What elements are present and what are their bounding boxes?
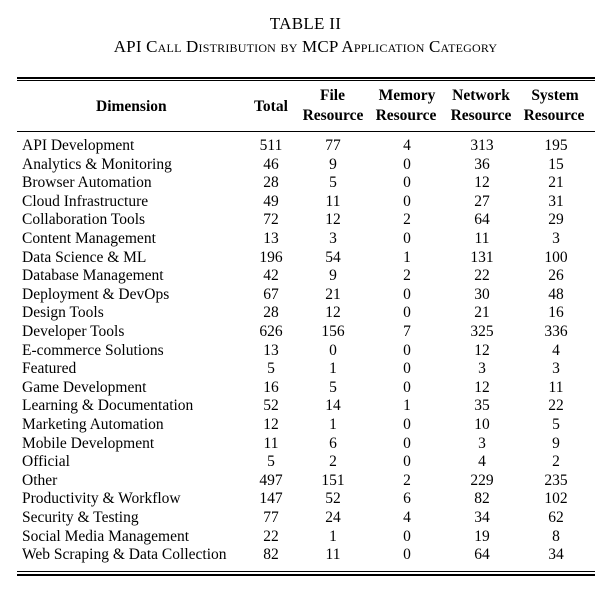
cell-memory: 0	[403, 527, 411, 545]
cell-file: 5	[329, 378, 337, 396]
cell-total: 42	[263, 267, 279, 285]
header-system-line2: Resource	[523, 107, 585, 124]
table-row	[17, 249, 595, 268]
cell-file: 0	[329, 341, 337, 359]
cell-total: 5	[267, 360, 275, 378]
cell-total: 13	[263, 230, 279, 247]
table-row	[17, 472, 595, 491]
cell-dimension: Design Tools	[22, 304, 104, 322]
cell-memory: 1	[403, 248, 411, 266]
cell-file: 1	[329, 527, 337, 545]
table-row	[17, 323, 595, 342]
cell-dimension: Other	[22, 471, 58, 489]
cell-file: 52	[325, 490, 341, 508]
cell-dimension: Productivity & Workflow	[22, 490, 181, 508]
table-row	[17, 137, 595, 156]
cell-network: 82	[474, 490, 490, 508]
table-row	[17, 453, 595, 472]
cell-network: 30	[474, 285, 490, 303]
cell-file: 156	[321, 323, 345, 340]
table-header	[17, 86, 595, 130]
cell-file: 5	[329, 174, 337, 192]
cell-total: 46	[263, 155, 279, 173]
cell-memory: 4	[403, 137, 411, 154]
cell-memory: 7	[403, 323, 411, 340]
cell-file: 1	[329, 416, 337, 433]
cell-memory: 0	[403, 155, 411, 173]
header-memory-line2: Resource	[375, 107, 437, 124]
table-row	[17, 156, 595, 175]
table-top-rule-inner	[17, 80, 595, 81]
cell-total: 28	[263, 174, 279, 192]
cell-system: 336	[544, 323, 568, 340]
cell-dimension: API Development	[22, 137, 135, 154]
cell-total: 72	[263, 211, 279, 229]
cell-dimension: Mobile Development	[22, 434, 155, 452]
cell-total: 5	[267, 453, 275, 471]
cell-network: 313	[470, 137, 494, 154]
cell-file: 151	[321, 471, 345, 489]
cell-dimension: Game Development	[22, 378, 147, 396]
cell-file: 77	[325, 137, 341, 154]
cell-system: 15	[548, 155, 564, 173]
table-bottom-rule	[17, 574, 595, 576]
cell-network: 4	[478, 453, 486, 471]
cell-network: 36	[474, 155, 490, 173]
cell-network: 325	[470, 323, 494, 340]
table-row	[17, 379, 595, 398]
cell-network: 3	[478, 360, 486, 378]
cell-system: 8	[552, 527, 560, 545]
cell-dimension: Featured	[22, 360, 77, 378]
table-row	[17, 435, 595, 454]
cell-memory: 0	[403, 453, 411, 471]
table-bottom-rule-inner	[17, 571, 595, 572]
header-file-line2: Resource	[302, 107, 364, 124]
table-row	[17, 360, 595, 379]
cell-memory: 6	[403, 490, 411, 508]
cell-memory: 0	[403, 434, 411, 452]
cell-network: 27	[474, 192, 490, 210]
cell-file: 12	[325, 304, 341, 322]
table-row	[17, 490, 595, 509]
table-row	[17, 267, 595, 286]
cell-file: 11	[325, 192, 341, 210]
cell-total: 511	[259, 137, 283, 154]
cell-dimension: Content Management	[22, 230, 156, 247]
cell-memory: 0	[403, 230, 411, 247]
cell-total: 16	[263, 378, 279, 396]
cell-dimension: Developer Tools	[22, 323, 125, 340]
cell-dimension: Deployment & DevOps	[22, 285, 170, 303]
cell-system: 3	[552, 360, 560, 378]
cell-dimension: E-commerce Solutions	[22, 341, 164, 359]
cell-network: 34	[474, 509, 490, 526]
cell-system: 11	[548, 378, 564, 396]
cell-memory: 0	[403, 378, 411, 396]
header-system-line1: System	[531, 87, 579, 104]
cell-system: 16	[548, 304, 564, 322]
cell-dimension: Official	[22, 453, 70, 471]
cell-file: 21	[325, 285, 341, 303]
cell-network: 10	[474, 416, 490, 433]
table-row	[17, 546, 595, 565]
cell-file: 54	[325, 248, 341, 266]
table-row	[17, 397, 595, 416]
header-network-line2: Resource	[450, 107, 512, 124]
cell-system: 4	[552, 341, 560, 359]
cell-total: 497	[259, 471, 283, 489]
cell-memory: 2	[403, 471, 411, 489]
header-total: Total	[254, 98, 288, 115]
table-caption-label: TABLE II	[269, 14, 342, 33]
cell-system: 5	[552, 416, 560, 433]
cell-dimension: Social Media Management	[22, 527, 190, 545]
cell-total: 626	[259, 323, 283, 340]
cell-network: 3	[478, 434, 486, 452]
cell-total: 52	[263, 397, 279, 415]
cell-memory: 4	[403, 509, 411, 526]
cell-system: 29	[548, 211, 564, 229]
table-row	[17, 286, 595, 305]
table-row	[17, 304, 595, 323]
table-row	[17, 416, 595, 435]
cell-system: 26	[548, 267, 564, 285]
cell-file: 1	[329, 360, 337, 378]
table-row	[17, 342, 595, 361]
cell-file: 14	[325, 397, 341, 415]
cell-network: 64	[474, 546, 490, 564]
cell-file: 24	[325, 509, 341, 526]
cell-system: 21	[548, 174, 564, 192]
cell-file: 6	[329, 434, 337, 452]
cell-total: 12	[263, 416, 279, 433]
cell-network: 12	[474, 341, 490, 359]
cell-file: 2	[329, 453, 337, 471]
cell-dimension: Marketing Automation	[22, 416, 164, 433]
cell-network: 22	[474, 267, 490, 285]
cell-system: 31	[548, 192, 564, 210]
cell-file: 9	[329, 155, 337, 173]
cell-memory: 0	[403, 416, 411, 433]
cell-dimension: Browser Automation	[22, 174, 152, 192]
cell-total: 28	[263, 304, 279, 322]
cell-memory: 0	[403, 546, 411, 564]
cell-network: 12	[474, 174, 490, 192]
table-caption-title: API Call Distribution by MCP Application Category	[113, 37, 498, 56]
cell-network: 21	[474, 304, 490, 322]
table-row	[17, 193, 595, 212]
cell-system: 3	[552, 230, 560, 247]
cell-total: 49	[263, 192, 279, 210]
cell-network: 11	[474, 230, 490, 247]
cell-total: 13	[263, 341, 279, 359]
cell-memory: 0	[403, 192, 411, 210]
cell-network: 35	[474, 397, 490, 415]
table-row	[17, 211, 595, 230]
cell-dimension: Learning & Documentation	[22, 397, 194, 415]
cell-memory: 0	[403, 341, 411, 359]
cell-system: 102	[544, 490, 568, 508]
table-row	[17, 230, 595, 249]
cell-total: 22	[263, 527, 279, 545]
table-row	[17, 174, 595, 193]
table-top-rule	[17, 77, 595, 79]
cell-network: 229	[470, 471, 494, 489]
cell-network: 64	[474, 211, 490, 229]
cell-memory: 2	[403, 267, 411, 285]
cell-system: 62	[548, 509, 564, 526]
cell-total: 77	[263, 509, 279, 526]
cell-dimension: Cloud Infrastructure	[22, 192, 149, 210]
cell-file: 11	[325, 546, 341, 564]
cell-system: 195	[544, 137, 568, 154]
cell-total: 11	[263, 434, 279, 452]
cell-system: 34	[548, 546, 564, 564]
cell-dimension: Database Management	[22, 267, 164, 285]
cell-memory: 0	[403, 360, 411, 378]
cell-system: 235	[544, 471, 568, 489]
cell-system: 22	[548, 397, 564, 415]
table-row	[17, 528, 595, 547]
header-network-line1: Network	[452, 87, 510, 104]
cell-total: 147	[259, 490, 283, 508]
cell-file: 3	[329, 230, 337, 247]
cell-dimension: Data Science & ML	[22, 248, 147, 266]
cell-file: 9	[329, 267, 337, 285]
cell-network: 131	[470, 248, 494, 266]
header-file-line1: File	[320, 87, 345, 104]
cell-memory: 0	[403, 285, 411, 303]
cell-memory: 1	[403, 397, 411, 415]
header-dimension: Dimension	[96, 98, 167, 115]
cell-network: 12	[474, 378, 490, 396]
cell-dimension: Security & Testing	[22, 509, 139, 526]
table-row	[17, 509, 595, 528]
cell-network: 19	[474, 527, 490, 545]
cell-memory: 0	[403, 304, 411, 322]
cell-system: 100	[544, 248, 568, 266]
cell-dimension: Analytics & Monitoring	[22, 155, 172, 173]
cell-memory: 2	[403, 211, 411, 229]
header-memory-line1: Memory	[378, 87, 436, 104]
cell-total: 67	[263, 285, 279, 303]
table-header-rule	[17, 131, 595, 132]
cell-memory: 0	[403, 174, 411, 192]
cell-system: 48	[548, 285, 564, 303]
cell-total: 196	[259, 248, 283, 266]
cell-file: 12	[325, 211, 341, 229]
cell-dimension: Web Scraping & Data Collection	[22, 546, 227, 564]
cell-total: 82	[263, 546, 279, 564]
cell-system: 9	[552, 434, 560, 452]
cell-dimension: Collaboration Tools	[22, 211, 146, 229]
cell-system: 2	[552, 453, 560, 471]
